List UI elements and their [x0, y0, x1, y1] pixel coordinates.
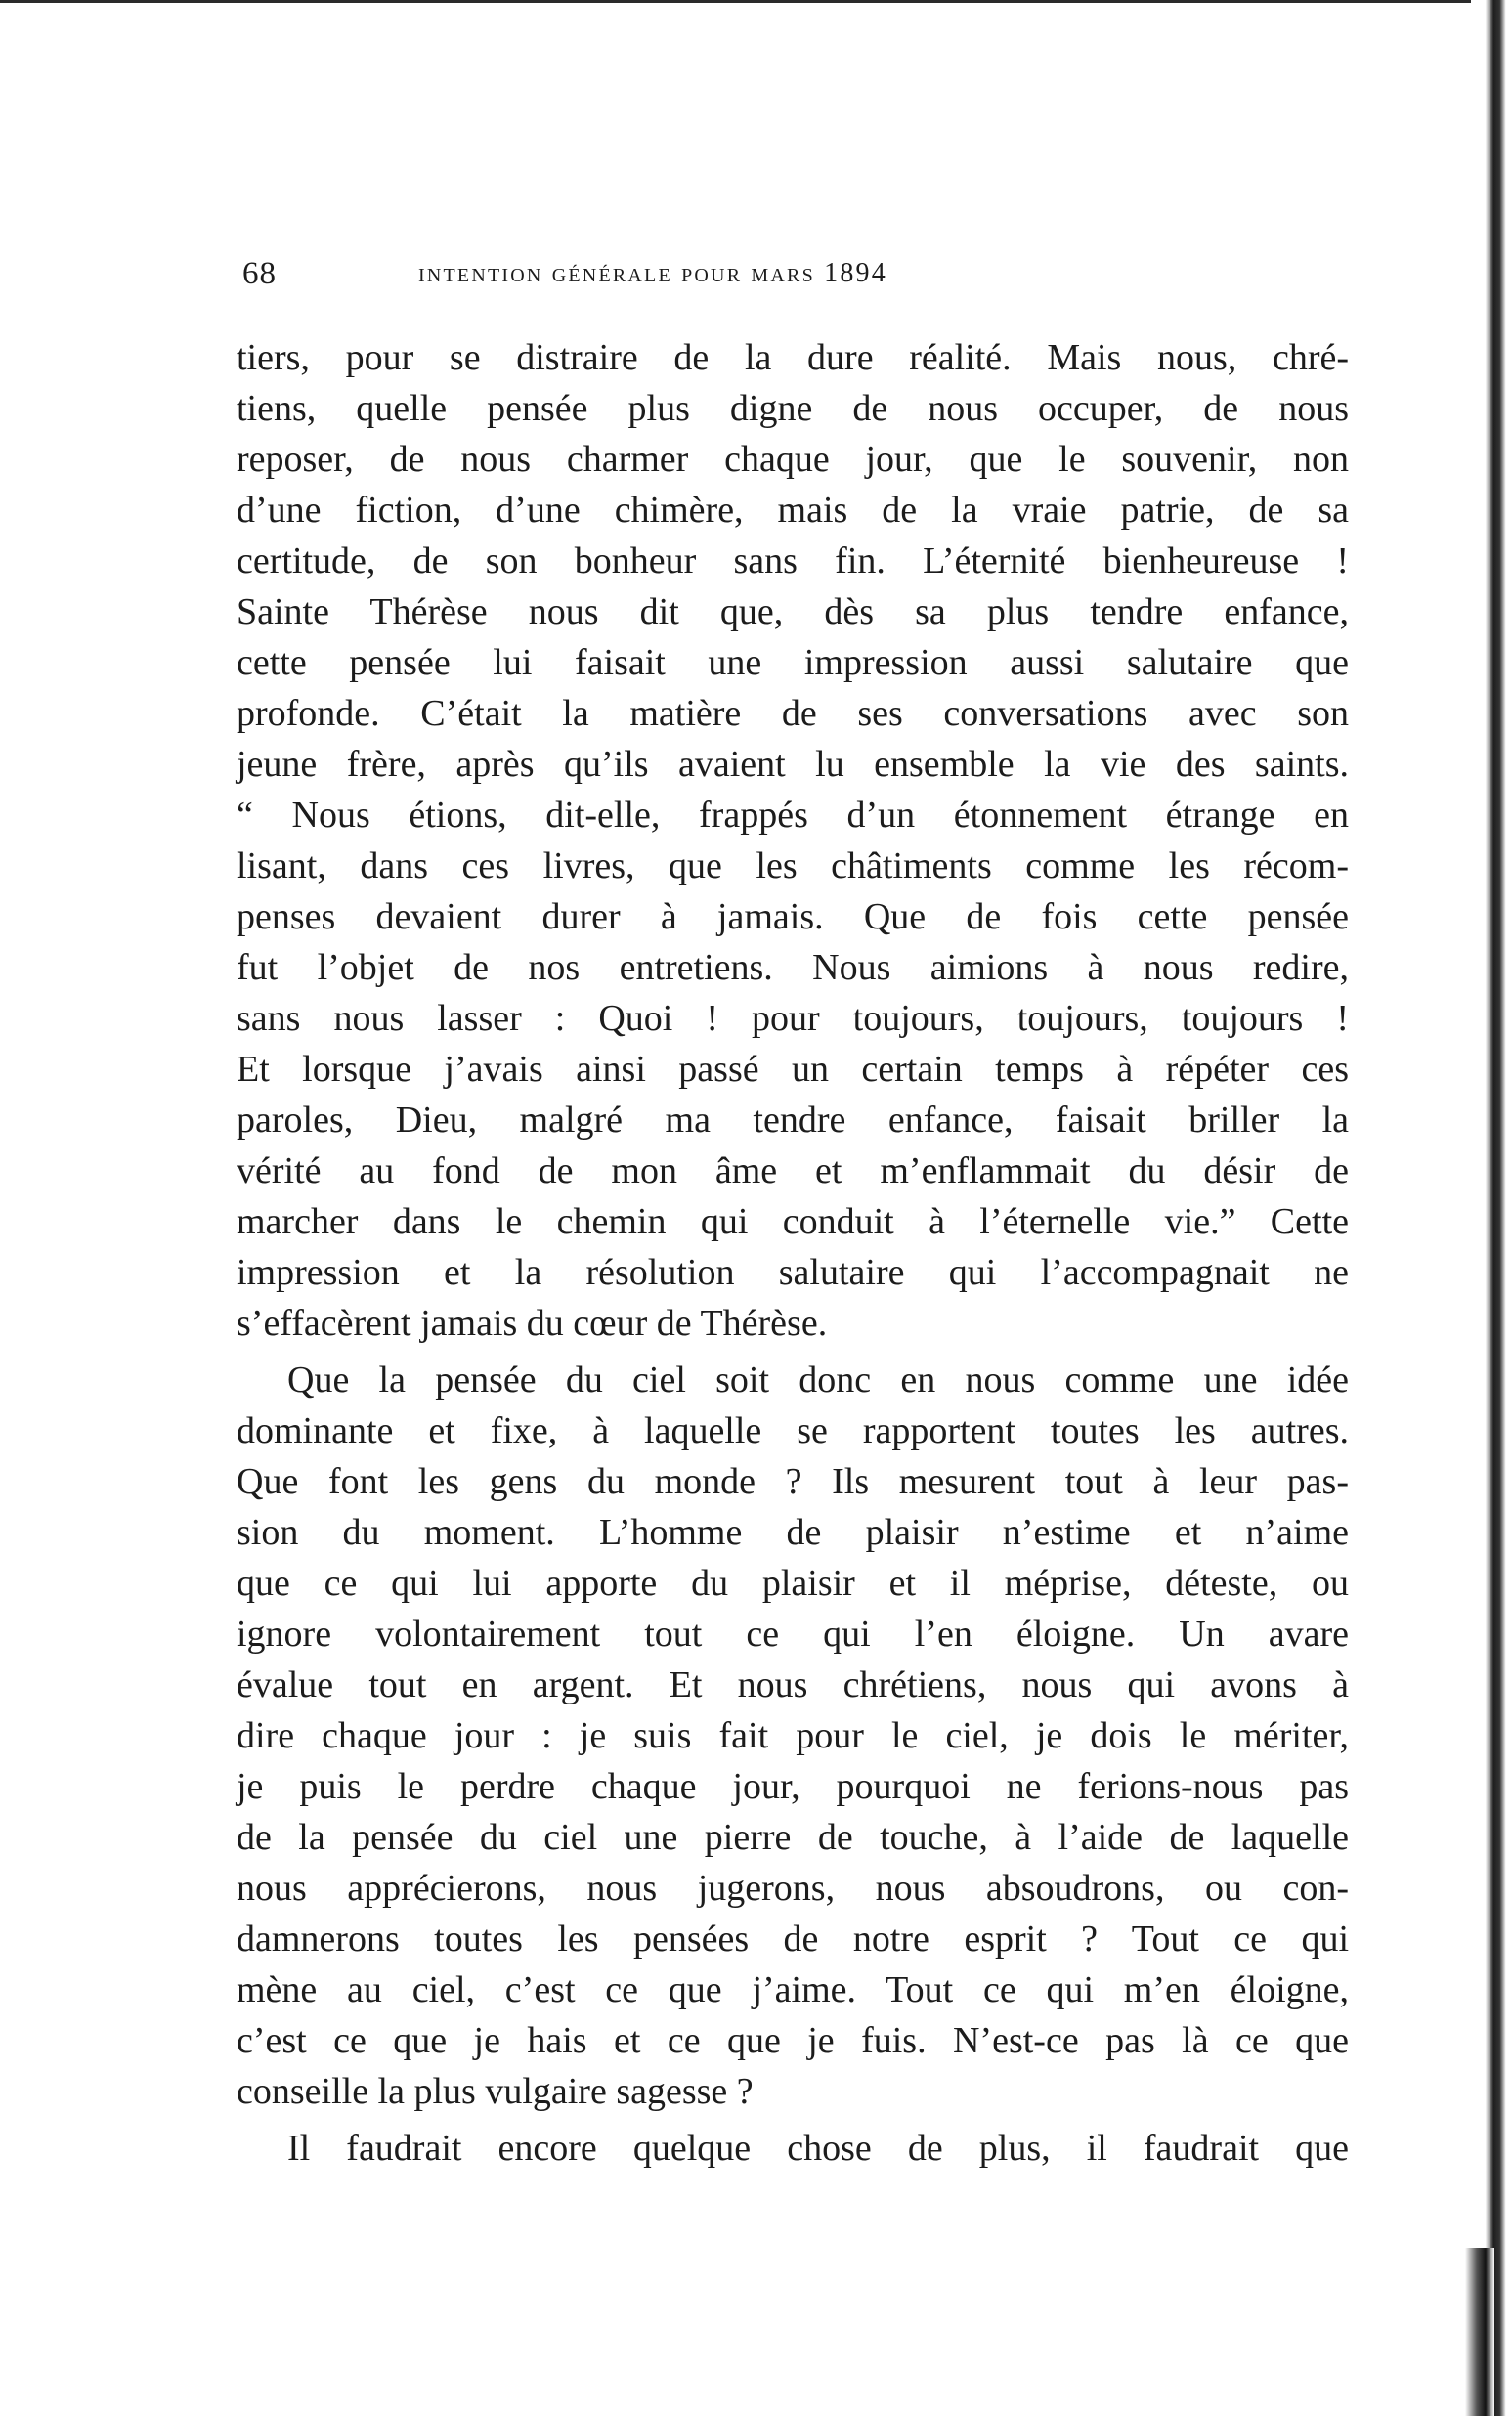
- text-line: je puis le perdre chaque jour, pourquoi ne ferions-nous pas: [237, 1766, 1349, 1807]
- text-line: Sainte Thérèse nous dit que, dès sa plus tendre enfance,: [237, 591, 1349, 632]
- text-line: marcher dans le chemin qui conduit à l’éternelle vie.” Cette: [237, 1201, 1349, 1242]
- text-line: c’est ce que je hais et ce que je fuis. N’est-ce pas là ce que: [237, 2020, 1349, 2061]
- running-title: intention générale pour mars 1894: [418, 258, 887, 288]
- text-line: que ce qui lui apporte du plaisir et il méprise, déteste, ou: [237, 1563, 1349, 1604]
- text-line: reposer, de nous charmer chaque jour, que le souvenir, non: [237, 439, 1349, 480]
- text-line: s’effacèrent jamais du cœur de Thérèse.: [237, 1303, 828, 1344]
- text-line: dominante et fixe, à laquelle se rapportent toutes les autres.: [237, 1410, 1349, 1451]
- text-line: certitude, de son bonheur sans fin. L’éternité bienheureuse !: [237, 540, 1349, 582]
- running-header: [242, 256, 1161, 305]
- text-line: fut l’objet de nos entretiens. Nous aimions à nous redire,: [237, 947, 1349, 988]
- text-line: d’une fiction, d’une chimère, mais de la vraie patrie, de sa: [237, 490, 1349, 531]
- text-line: tiers, pour se distraire de la dure réalité. Mais nous, chré-: [237, 337, 1349, 378]
- text-line: Que font les gens du monde ? Ils mesurent tout à leur pas-: [237, 1461, 1349, 1502]
- text-line: évalue tout en argent. Et nous chrétiens, nous qui avons à: [237, 1664, 1349, 1705]
- text-line: impression et la résolution salutaire qui l’accompagnait ne: [237, 1252, 1349, 1293]
- text-line: Et lorsque j’avais ainsi passé un certain temps à répéter ces: [237, 1049, 1349, 1090]
- text-line: sans nous lasser : Quoi ! pour toujours, toujours, toujours !: [237, 998, 1349, 1039]
- page-edge-shadow: [1471, 0, 1512, 2416]
- text-line: profonde. C’était la matière de ses conversations avec son: [237, 693, 1349, 734]
- text-line: conseille la plus vulgaire sagesse ?: [237, 2071, 754, 2112]
- text-line: de la pensée du ciel une pierre de touche, à l’aide de laquelle: [237, 1817, 1349, 1858]
- text-line: cette pensée lui faisait une impression aussi salutaire que: [237, 642, 1349, 683]
- paragraph: [237, 332, 1349, 1349]
- text-line: “ Nous étions, dit-elle, frappés d’un étonnement étrange en: [237, 795, 1349, 836]
- text-line: jeune frère, après qu’ils avaient lu ensemble la vie des saints.: [237, 744, 1349, 785]
- page-edge-shadow-bottom: [1465, 2248, 1494, 2416]
- text-line: ignore volontairement tout ce qui l’en éloigne. Un avare: [237, 1614, 1349, 1655]
- text-line: Il faudrait encore quelque chose de plus, il faudrait que: [287, 2128, 1349, 2169]
- text-line: lisant, dans ces livres, que les châtiments comme les récom-: [237, 845, 1349, 886]
- page-number: 68: [242, 256, 277, 291]
- text-line: dire chaque jour : je suis fait pour le ciel, je dois le mériter,: [237, 1715, 1349, 1756]
- top-border-line: [0, 0, 1471, 3]
- text-line: mène au ciel, c’est ce que j’aime. Tout ce qui m’en éloigne,: [237, 1969, 1349, 2010]
- text-line: nous apprécierons, nous jugerons, nous absoudrons, ou con-: [237, 1868, 1349, 1909]
- paragraph: [237, 2123, 1349, 2174]
- text-line: damnerons toutes les pensées de notre esprit ? Tout ce qui: [237, 1919, 1349, 1960]
- paragraph: [237, 1355, 1349, 2117]
- text-line: tiens, quelle pensée plus digne de nous occuper, de nous: [237, 388, 1349, 429]
- text-line: vérité au fond de mon âme et m’enflammait du désir de: [237, 1150, 1349, 1191]
- text-line: Que la pensée du ciel soit donc en nous comme une idée: [287, 1359, 1349, 1401]
- text-line: sion du moment. L’homme de plaisir n’estime et n’aime: [237, 1512, 1349, 1553]
- body-text: [237, 332, 1349, 2174]
- text-line: paroles, Dieu, malgré ma tendre enfance, faisait briller la: [237, 1100, 1349, 1141]
- text-line: penses devaient durer à jamais. Que de fois cette pensée: [237, 896, 1349, 937]
